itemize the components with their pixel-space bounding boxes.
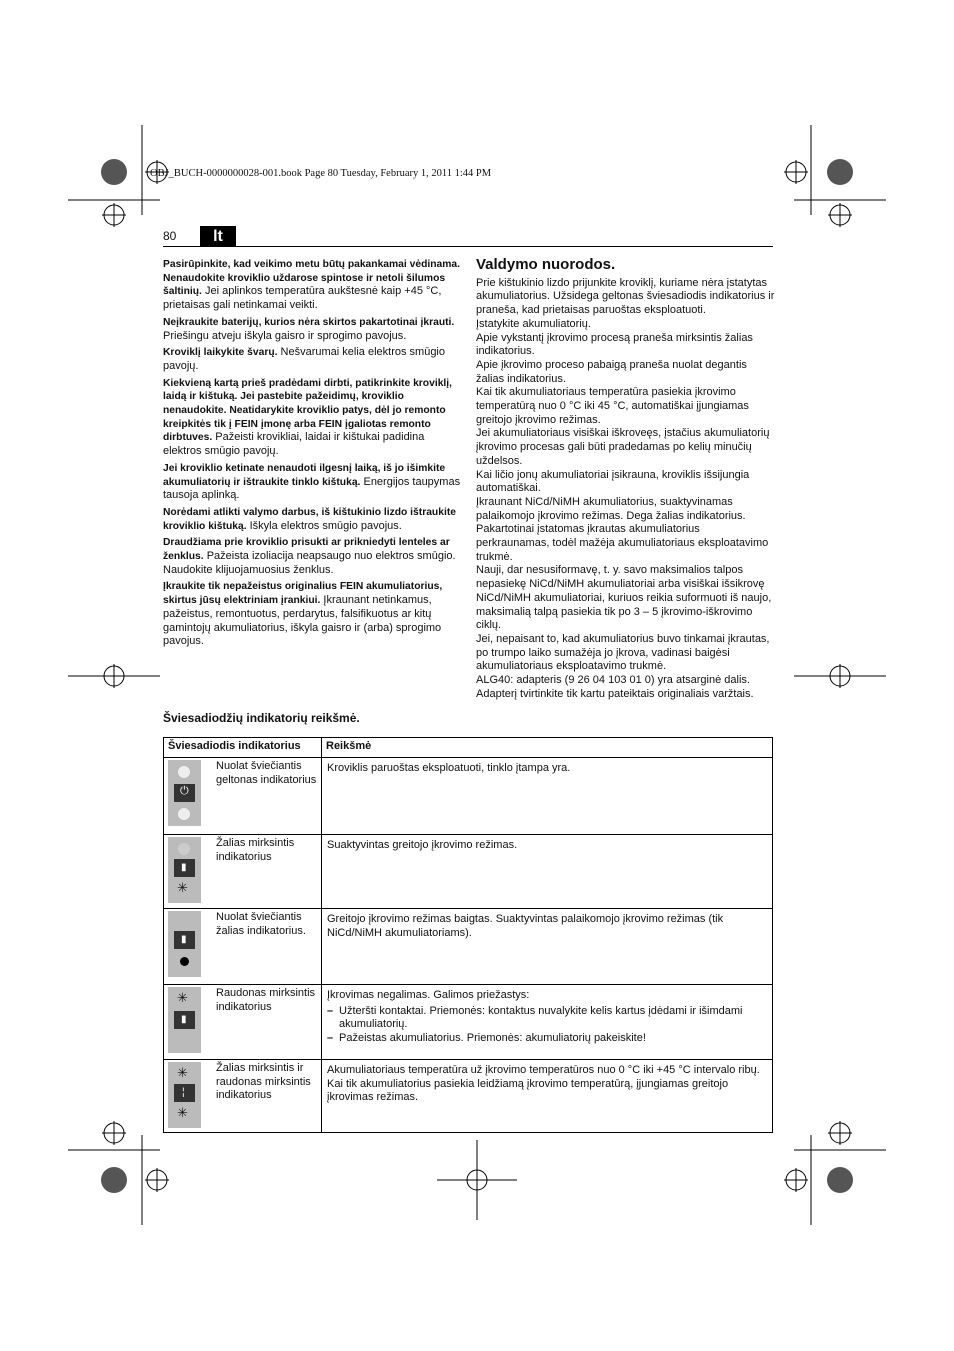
table-title: Šviesadiodžių indikatorių reikšmė. [163, 711, 360, 725]
safety-paragraph: Pasirūpinkite, kad veikimo metu būtų pakankamai vėdinama. Nenaudokite kroviklio uždarose spintose ir netoli šilumos šaltinių. Jei aplinkos temperatūra aukštesnė kaip +45 °C, prietaisas gali netinkamai veikti. [163, 259, 460, 312]
section-heading: Valdymo nuorodos. [476, 256, 616, 273]
temperature-led-icon: ✳ ¦ ✳ [168, 1062, 201, 1128]
table-header-row [164, 738, 773, 758]
instruction-paragraph: Kai tik akumuliatoriaus temperatūra pasiekia įkrovimo temperatūrą nuo 0 °C iki 45 °C, automatiškai įjungiamas greitojo įkrovimo režimas. [476, 386, 749, 426]
instruction-paragraph: Įstatykite akumuliatorių. [476, 317, 591, 330]
indicator-label: Žalias mirksintis indikatorius [216, 837, 295, 863]
instruction-paragraph: Jei akumuliatoriaus visiškai iškroveęs, įstačius akumuliatorių įkrovimo procesas gali būti pradedamas po kelių minučių uždelsos. [476, 427, 770, 467]
instruction-paragraph: Nauji, dar nesusiformavę, t. y. savo maksimalios talpos nepasiekę NiCd/NiMH akumuliatoriai arba visiškai išsikrovę NiCd/NiMH akumuliatoriai, kuriuos reikia suformuoti iš naujo, maksimalią talpą pasiekia tik po 3 – 5 įkrovimo-iškrovimo ciklų. [476, 564, 772, 632]
safety-paragraph: Įkraukite tik nepažeistus originalius FEIN akumuliatorius, skirtus jūsų elektriniam įrankiui. Įkraunant netinkamus, pažeistus, remontuotus, perdarytus, falsifikuotus ar kitų gamintojų akumuliatorius, iškyla gaisro ir (arba) sprogimo pavojus. [163, 581, 443, 648]
instruction-paragraph: Kai ličio jonų akumuliatoriai įsikrauna, kroviklis išsijungia automatiškai. [476, 468, 750, 495]
blinking-red-led-icon: ✳ ▮ [168, 987, 201, 1053]
header-rule [163, 246, 773, 247]
page-number: 80 [163, 229, 177, 243]
column-header-meaning: Reikšmė [322, 738, 773, 758]
operating-instructions-column [476, 258, 776, 702]
indicator-label: Raudonas mirksintis indikatorius [216, 987, 316, 1013]
indicator-label: Nuolat šviečiantis žalias indikatorius. [216, 911, 306, 937]
table-row [164, 835, 773, 909]
list-item: – Pažeistas akumuliatorius. Priemonės: akumuliatorių pakeiskite! [327, 1032, 767, 1046]
language-tag: lt [200, 226, 236, 246]
column-header-indicator: Šviesadiodis indikatorius [164, 738, 322, 758]
safety-paragraph: Jei kroviklio ketinate nenaudoti ilgesnį laiką, iš jo išimkite akumuliatorių ir ištraukite tinklo kištuką. Energijos taupymas tausoja aplinką. [163, 462, 461, 502]
indicator-meaning: Suaktyvintas greitojo įkrovimo režimas. [322, 835, 773, 909]
table-row [164, 909, 773, 985]
list-item: – Užteršti kontaktai. Priemonės: kontaktus nuvalykite kelis kartus įdėdami ir išimdami akumuliatorių. [327, 1005, 767, 1032]
table-row [164, 1060, 773, 1133]
instruction-paragraph: Įkraunant NiCd/NiMH akumuliatorius, suaktyvinamas palaikomojo įkrovimo režimas. Dega žalias indikatorius. [476, 495, 746, 522]
table-row [164, 985, 773, 1060]
safety-paragraph: Kroviklį laikykite švarų. Nešvarumai kelia elektros smūgio pavojų. [163, 346, 445, 372]
table-row [164, 758, 773, 835]
instruction-paragraph: Apie vykstantį įkrovimo procesą praneša mirksintis žalias indikatorius. [476, 331, 753, 358]
cause-list [327, 1005, 767, 1046]
indicator-label: Nuolat šviečiantis geltonas indikatorius [216, 760, 317, 786]
instruction-paragraph: Pakartotinai įstatomas įkrautas akumuliatorius perkraunamas, todėl mažėja akumuliatoriaus eksploatavimo trukmė. [476, 523, 769, 563]
indicator-meaning: Įkrovimas negalimas. Galimos priežastys: – Užteršti kontaktai. Priemonės: kontaktus nuvalykite kelis kartus įdėdami ir išimdami akumuliatorių. – Pažeistas akumuliatorius. Priemonės: akumuliatorių pakeiskite! [322, 985, 773, 1060]
instruction-paragraph: Apie įkrovimo proceso pabaigą praneša nuolat degantis žalias indikatorius. [476, 358, 747, 385]
instruction-paragraph: Prie kištukinio lizdo prijunkite kroviklį, kuriame nėra įstatytas akumuliatorius. Užsidega geltonas šviesadiodis indikatorius ir praneša, kad prietaisas paruoštas eksploatuoti. [476, 276, 775, 317]
blinking-green-led-icon: ▮ ✳ [168, 837, 201, 903]
instruction-paragraph: Jei, nepaisant to, kad akumuliatorius buvo tinkamai įkrautas, po trumpo laiko sumažėja jo įkrova, vadinasi baigėsi akumuliatoriaus eksploatavimo trukmė. [476, 632, 770, 673]
indicator-meaning: Greitojo įkrovimo režimas baigtas. Suaktyvintas palaikomojo įkrovimo režimas (tik NiCd/NiMH akumuliatoriams). [322, 909, 773, 985]
steady-green-led-icon: ▮ [168, 911, 201, 977]
indicator-meaning: Akumuliatoriaus temperatūra už įkrovimo temperatūros nuo 0 °C iki +45 °C intervalo ribų. Kai tik akumuliatorius pasiekia leidžiamą įkrovimo temperatūrą, įjungiamas greitojo įkrovimas režimas. [322, 1060, 773, 1133]
led-indicator-table [163, 737, 773, 1133]
safety-paragraph: Norėdami atlikti valymo darbus, iš kištukinio lizdo ištraukite kroviklio kištuką. Iškyla elektros smūgio pavojus. [163, 506, 456, 532]
indicator-meaning: Kroviklis paruoštas eksploatuoti, tinklo įtampa yra. [322, 758, 773, 835]
power-led-icon: ⏻ [168, 760, 201, 826]
safety-notes-column [163, 258, 461, 652]
instruction-paragraph: ALG40: adapteris (9 26 04 103 01 0) yra atsarginė dalis. Adapterį tvirtinkite tik kartu pateiktais originaliais varžtais. [476, 674, 754, 700]
book-info-line: OBJ_BUCH-0000000028-001.book Page 80 Tuesday, February 1, 2011 1:44 PM [150, 168, 492, 179]
safety-paragraph: Draudžiama prie kroviklio prisukti ar prikniedyti lenteles ar ženklus. Pažeista izoliacija neapsaugo nuo elektros smūgio. Naudokite klijuojamuosius ženklus. [163, 537, 456, 576]
indicator-label: Žalias mirksintis ir raudonas mirksintis indikatorius [216, 1062, 311, 1101]
safety-paragraph: Neįkraukite baterijų, kurios nėra skirtos pakartotinai įkrauti. Priešingu atveju iškyla gaisro ir sprogimo pavojus. [163, 316, 455, 342]
safety-paragraph: Kiekvieną kartą prieš pradėdami dirbti, patikrinkite kroviklį, laidą ir kištuką. Jei pastebite pažeidimų, kroviklio nenaudokite. Neatidarykite kroviklio patys, dėl jo remonto kreipkitės tik į FEIN įmonę arba FEIN įgaliotas remonto dirbtuves. Pažeisti krovikliai, laidai ir kištukai padidina elektros smūgio pavojų. [163, 377, 452, 458]
